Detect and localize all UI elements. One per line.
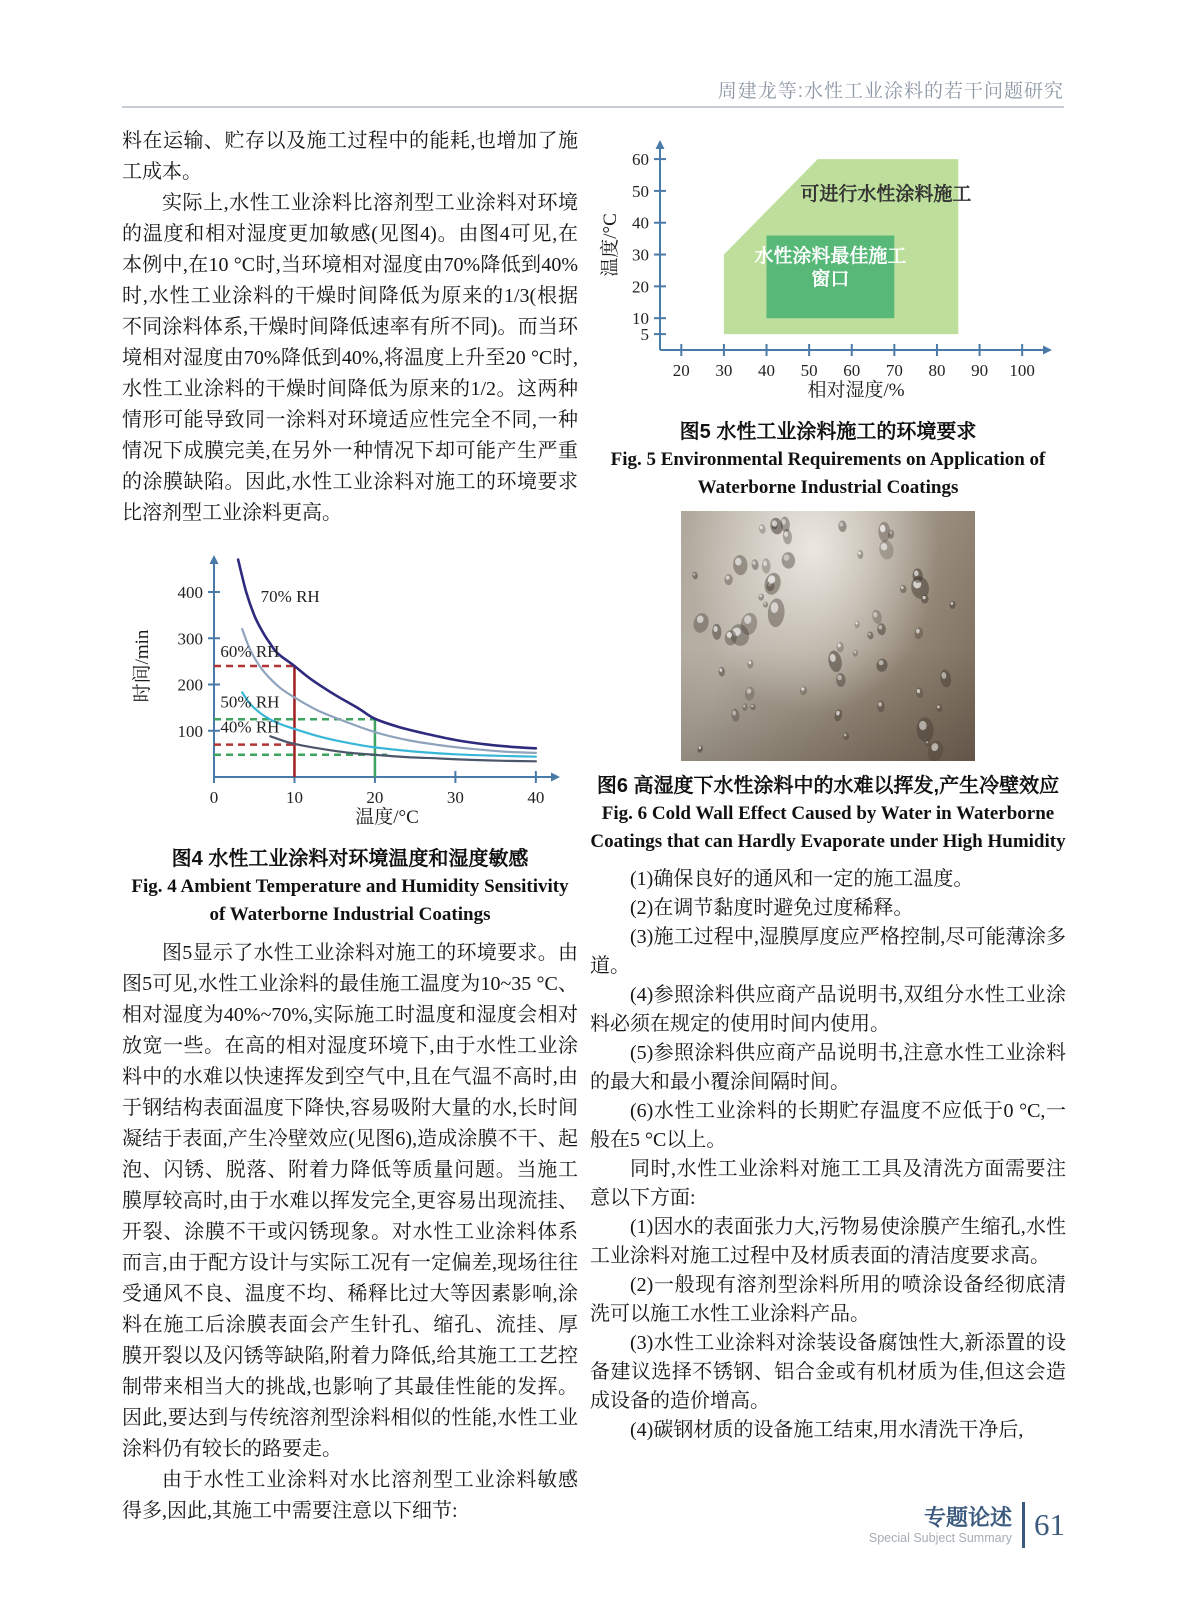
footer-section-zh: 专题论述 bbox=[923, 1505, 1012, 1531]
x-tick-label: 10 bbox=[285, 788, 303, 807]
series-label: 70% RH bbox=[260, 587, 320, 607]
droplet bbox=[762, 571, 783, 596]
y-tick-label: 50 bbox=[632, 181, 649, 201]
figure6-photo bbox=[681, 511, 975, 761]
droplet bbox=[758, 524, 766, 535]
x-tick-label: 30 bbox=[446, 788, 464, 807]
droplet bbox=[799, 686, 807, 696]
droplet bbox=[762, 558, 771, 573]
droplet bbox=[916, 717, 935, 743]
body-paragraphs-top bbox=[122, 126, 578, 529]
y-tick-label: 60 bbox=[632, 150, 649, 170]
droplet bbox=[915, 687, 924, 699]
x-tick-label: 30 bbox=[715, 361, 733, 380]
droplet bbox=[899, 584, 907, 593]
footer-section bbox=[869, 1505, 1012, 1544]
paragraph: (1)因水的表面张力大,污物易使涂膜产生缩孔,水性工业涂料对施工过程中及材质表面的清洁度要求高。 bbox=[590, 1216, 1066, 1268]
footer-section-en: Special Subject Summary bbox=[868, 1530, 1012, 1545]
droplet bbox=[712, 624, 722, 640]
x-axis-arrow-icon bbox=[1043, 346, 1052, 355]
droplets-overlay bbox=[681, 511, 975, 761]
droplet bbox=[758, 593, 764, 601]
figure4-caption-en: Fig. 4 Ambient Temperature and Humidity Sensitivity of Waterborne Industrial Coatings bbox=[131, 876, 569, 925]
droplet bbox=[718, 667, 725, 677]
series-label: 60% RH bbox=[220, 641, 280, 661]
droplet bbox=[724, 574, 733, 585]
droplet bbox=[878, 522, 891, 543]
paragraph: (6)水性工业涂料的长期贮存温度不应低于0 °C,一般在5 °C以上。 bbox=[590, 1100, 1066, 1152]
y-axis-label: 温度/°C bbox=[600, 213, 621, 277]
droplet bbox=[763, 602, 768, 608]
droplet bbox=[742, 703, 748, 711]
paragraph: (1)确保良好的通风和一定的施工温度。 bbox=[630, 868, 974, 891]
left-column bbox=[122, 126, 578, 1527]
droplet bbox=[747, 659, 754, 669]
y-tick-label: 5 bbox=[640, 325, 649, 345]
droplet bbox=[877, 701, 885, 713]
figure4 bbox=[122, 543, 578, 834]
series-label: 50% RH bbox=[220, 692, 280, 712]
figure6-caption-zh: 图6 高湿度下水性涂料中的水难以挥发,产生冷壁效应 bbox=[596, 775, 1060, 798]
droplet bbox=[936, 704, 943, 713]
figure5-chart bbox=[590, 130, 1066, 402]
x-tick-label: 80 bbox=[928, 361, 946, 380]
droplet bbox=[836, 642, 844, 653]
y-tick-label: 40 bbox=[632, 213, 649, 233]
y-tick-label: 100 bbox=[177, 721, 203, 741]
droplet bbox=[949, 601, 955, 609]
y-tick-label: 10 bbox=[632, 309, 649, 329]
body-paragraphs-right bbox=[590, 865, 1066, 1445]
series-label: 40% RH bbox=[220, 717, 280, 737]
paragraph: (2)在调节黏度时避免过度稀释。 bbox=[630, 897, 914, 920]
droplet bbox=[767, 598, 786, 628]
droplet bbox=[732, 555, 748, 576]
droplet bbox=[697, 745, 704, 753]
droplet bbox=[877, 623, 886, 635]
page-number: 61 bbox=[1034, 1507, 1065, 1542]
paragraph: (3)水性工业涂料对涂装设备腐蚀性大,新添置的设备建议选择不锈钢、铝合金或有机材质为佳,但这会造成设备的造价增高。 bbox=[590, 1332, 1066, 1413]
droplet bbox=[871, 609, 883, 625]
figure5 bbox=[590, 130, 1066, 407]
paragraph: 实际上,水性工业涂料比溶剂型工业涂料对环境的温度和相对湿度更加敏感(见图4)。由图4可见,在本例中,在10 °C时,当环境相对湿度由70%降低到40%时,水性工业涂料的干燥时间降低为原来的1/3(根据不同涂料体系,干燥时间降低速率有所不同)。而当环境相对湿度由70%降低到40%,将温度上升至20 °C时,水性工业涂料的干燥时间降低为原来的1/2。这两种情形可能导致同一涂料对环境适应性完全不同,一种情况下成膜完美,在另外一种情况下却可能产生严重的涂膜缺陷。因此,水性工业涂料对施工的环境要求比溶剂型工业涂料更高。 bbox=[122, 192, 578, 524]
x-tick-label: 100 bbox=[1009, 361, 1035, 380]
droplet bbox=[691, 612, 710, 635]
x-tick-label: 0 bbox=[209, 788, 219, 807]
droplet bbox=[781, 552, 796, 570]
y-tick-label: 300 bbox=[177, 629, 203, 649]
x-tick-label: 70 bbox=[885, 361, 903, 380]
figure5-caption-en: Fig. 5 Environmental Requirements on Application of Waterborne Industrial Coatings bbox=[610, 449, 1046, 498]
droplet bbox=[854, 621, 860, 629]
droplet bbox=[857, 550, 863, 559]
paragraph: 图5显示了水性工业涂料对施工的环境要求。由图5可见,水性工业涂料的最佳施工温度为10~35 °C、相对湿度为40%~70%,实际施工时温度和湿度会相对放宽一些。在高的相对湿度环境下,由于水性工业涂料中的水难以快速挥发到空气中,且在气温不高时,由于钢结构表面温度下降快,容易吸附大量的水,长时间凝结于表面,产生冷壁效应(见图6),造成涂膜不干、起泡、闪锈、脱落、附着力降低等质量问题。当施工膜厚较高时,由于水难以挥发完全,更容易出现流挂、开裂、涂膜不干或闪锈现象。对水性工业涂料体系而言,由于配方设计与实际工况有一定偏差,现场往往受通风不良、温度不均、稀释比过大等因素影响,涂料在施工后涂膜表面会产生针孔、缩孔、流挂、厚膜开裂以及闪锈等缺陷,附着力降低,给其施工工艺控制带来相当大的挑战,也影响了其最佳性能的发挥。因此,要达到与传统溶剂型涂料相似的性能,水性工业涂料仍有较长的路要走。 bbox=[122, 942, 578, 1461]
x-tick-label: 50 bbox=[800, 361, 818, 380]
paragraph: (4)参照涂料供应商产品说明书,双组分水性工业涂料必须在规定的使用时间内使用。 bbox=[590, 984, 1066, 1036]
body-paragraphs-bottom bbox=[122, 938, 578, 1527]
y-tick-label: 20 bbox=[632, 277, 649, 297]
x-axis-label: 相对湿度/% bbox=[807, 380, 905, 401]
x-tick-label: 20 bbox=[672, 361, 690, 380]
region-label: 水性涂料最佳施工 bbox=[754, 245, 907, 267]
droplet bbox=[744, 686, 756, 701]
paragraph: (3)施工过程中,湿膜厚度应严格控制,尽可能薄涂多道。 bbox=[590, 926, 1066, 978]
x-tick-label: 40 bbox=[527, 788, 545, 807]
running-title: 周建龙等:水性工业涂料的若干问题研究 bbox=[717, 81, 1064, 102]
y-axis-arrow-icon bbox=[656, 140, 665, 149]
region-label: 可进行水性涂料施工 bbox=[800, 184, 972, 206]
droplet bbox=[875, 658, 888, 673]
droplet bbox=[939, 669, 952, 689]
x-axis-arrow-icon bbox=[551, 773, 560, 782]
droplet bbox=[750, 704, 756, 710]
x-tick-label: 60 bbox=[843, 361, 861, 380]
y-tick-label: 200 bbox=[177, 675, 203, 695]
figure5-caption-zh: 图5 水性工业涂料施工的环境要求 bbox=[679, 421, 977, 443]
droplet bbox=[836, 673, 846, 687]
y-tick-label: 400 bbox=[177, 583, 203, 602]
droplet bbox=[867, 631, 875, 640]
region-label: 窗口 bbox=[811, 268, 850, 290]
paragraph: 由于水性工业涂料对水比溶剂型工业涂料敏感得多,因此,其施工中需要注意以下细节: bbox=[122, 1469, 578, 1523]
droplet bbox=[827, 649, 844, 673]
paragraph: (2)一般现有溶剂型涂料所用的喷涂设备经彻底清洗可以施工水性工业涂料产品。 bbox=[590, 1274, 1066, 1326]
paragraph: 料在运输、贮存以及施工过程中的能耗,也增加了施工成本。 bbox=[122, 130, 578, 183]
droplet bbox=[731, 708, 740, 722]
x-axis-label: 温度/°C bbox=[355, 807, 419, 828]
droplet bbox=[878, 539, 895, 561]
x-tick-label: 90 bbox=[971, 361, 989, 380]
droplet bbox=[692, 571, 699, 579]
footer-divider bbox=[1022, 1502, 1025, 1548]
header-rule bbox=[122, 106, 1064, 108]
figure4-chart bbox=[122, 543, 578, 829]
figure4-caption-zh: 图4 水性工业涂料对环境温度和湿度敏感 bbox=[171, 848, 529, 870]
paragraph: 同时,水性工业涂料对施工工具及清洗方面需要注意以下方面: bbox=[590, 1158, 1066, 1210]
y-axis-arrow-icon bbox=[210, 555, 219, 564]
right-column bbox=[590, 126, 1066, 1445]
paragraph: (5)参照涂料供应商产品说明书,注意水性工业涂料的最大和最小覆涂间隔时间。 bbox=[590, 1042, 1066, 1094]
droplet bbox=[833, 709, 843, 722]
paragraph: (4)碳钢材质的设备施工结束,用水清洗干净后, bbox=[630, 1419, 1024, 1442]
series-curve bbox=[242, 629, 536, 753]
y-axis-label: 时间/min bbox=[132, 629, 153, 703]
droplet bbox=[751, 559, 759, 571]
droplet bbox=[914, 627, 924, 640]
droplet bbox=[843, 732, 850, 740]
y-tick-label: 30 bbox=[632, 245, 649, 265]
page-footer bbox=[869, 1502, 1065, 1548]
droplet bbox=[852, 650, 858, 658]
x-tick-label: 20 bbox=[366, 788, 384, 807]
x-tick-label: 40 bbox=[758, 361, 776, 380]
figure6-caption-en: Fig. 6 Cold Wall Effect Caused by Water in Waterborne Coatings that can Hardly Evaporate under High Humidity bbox=[590, 803, 1066, 852]
droplet bbox=[838, 520, 847, 532]
